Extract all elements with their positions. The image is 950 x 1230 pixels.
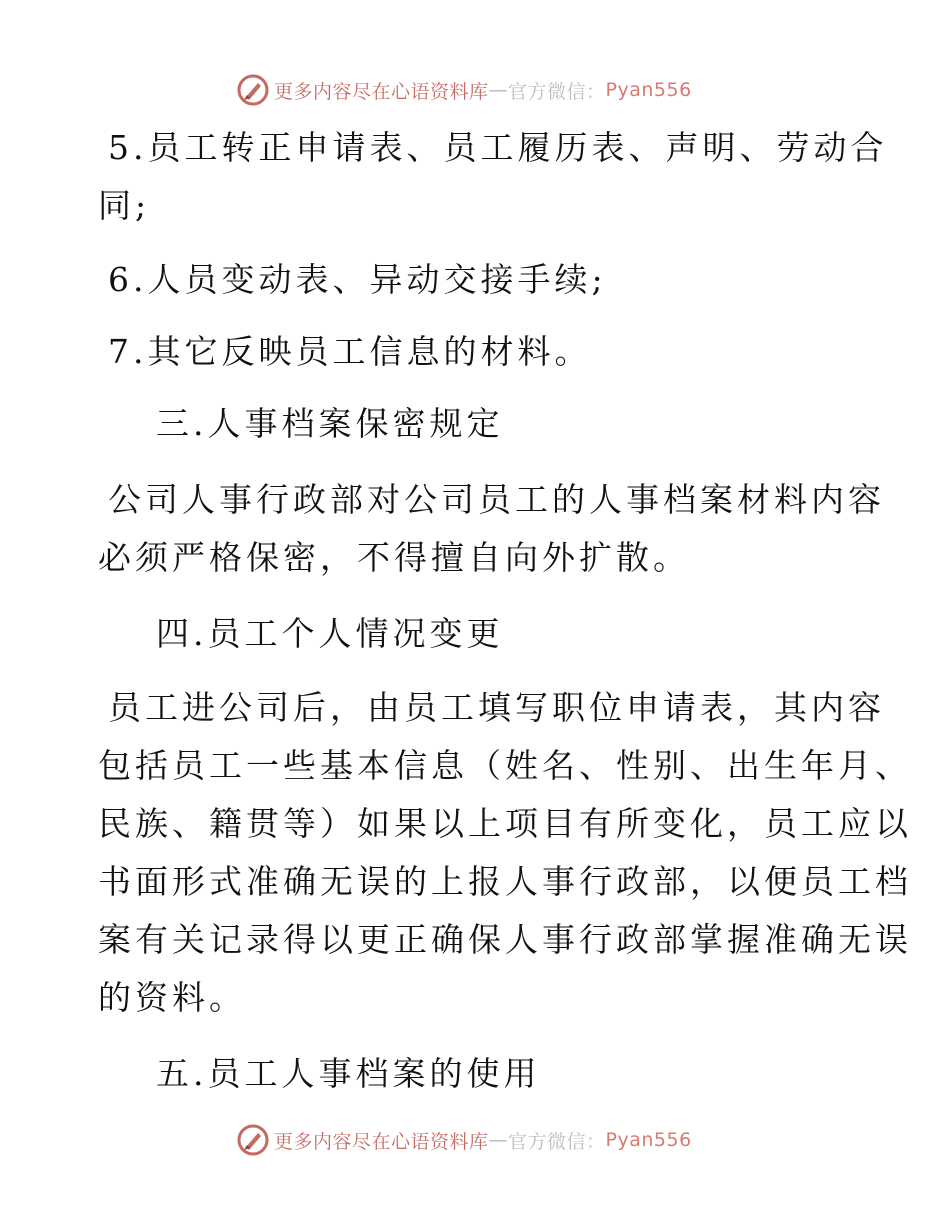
watermark-dash: — [488,79,509,101]
paragraph-line: 包括员工一些基本信息（姓名、性别、出生年月、 [98,746,912,785]
watermark-footer [236,1122,756,1158]
list-item-6: 6.人员变动表、异动交接手续; [108,260,607,299]
list-item-5-continuation: 同; [98,186,151,225]
section-heading-3: 三.人事档案保密规定 [156,404,504,443]
section-heading-4: 四.员工个人情况变更 [156,614,504,653]
watermark-label: 官方微信： [508,80,606,103]
paragraph-line: 案有关记录得以更正确保人事行政部掌握准确无误 [98,920,912,959]
list-item-7: 7.其它反映员工信息的材料。 [108,332,592,371]
paragraph-line: 的资料。 [98,978,246,1017]
paragraph-line: 员工进公司后，由员工填写职位申请表，其内容 [108,688,885,727]
paragraph-line: 必须严格保密，不得擅自向外扩散。 [98,538,690,577]
watermark-id: Pyan556 [605,79,692,101]
list-item-5: 5.员工转正申请表、员工履历表、声明、劳动合 [108,128,888,167]
paragraph-line: 书面形式准确无误的上报人事行政部，以便员工档 [98,862,912,901]
paragraph-line: 民族、籍贯等）如果以上项目有所变化，员工应以 [98,804,912,843]
paragraph-line: 公司人事行政部对公司员工的人事档案材料内容 [108,480,885,519]
watermark-label: 官方微信： [508,1130,606,1153]
watermark-header [236,72,756,108]
pen-seal-logo-icon [236,1123,270,1157]
section-heading-5: 五.员工人事档案的使用 [156,1054,541,1093]
watermark-main-text: 更多内容尽在心语资料库 [274,80,489,103]
watermark-id: Pyan556 [605,1129,692,1151]
pen-seal-logo-icon [236,73,270,107]
watermark-main-text: 更多内容尽在心语资料库 [274,1130,489,1153]
watermark-dash: — [488,1129,509,1151]
